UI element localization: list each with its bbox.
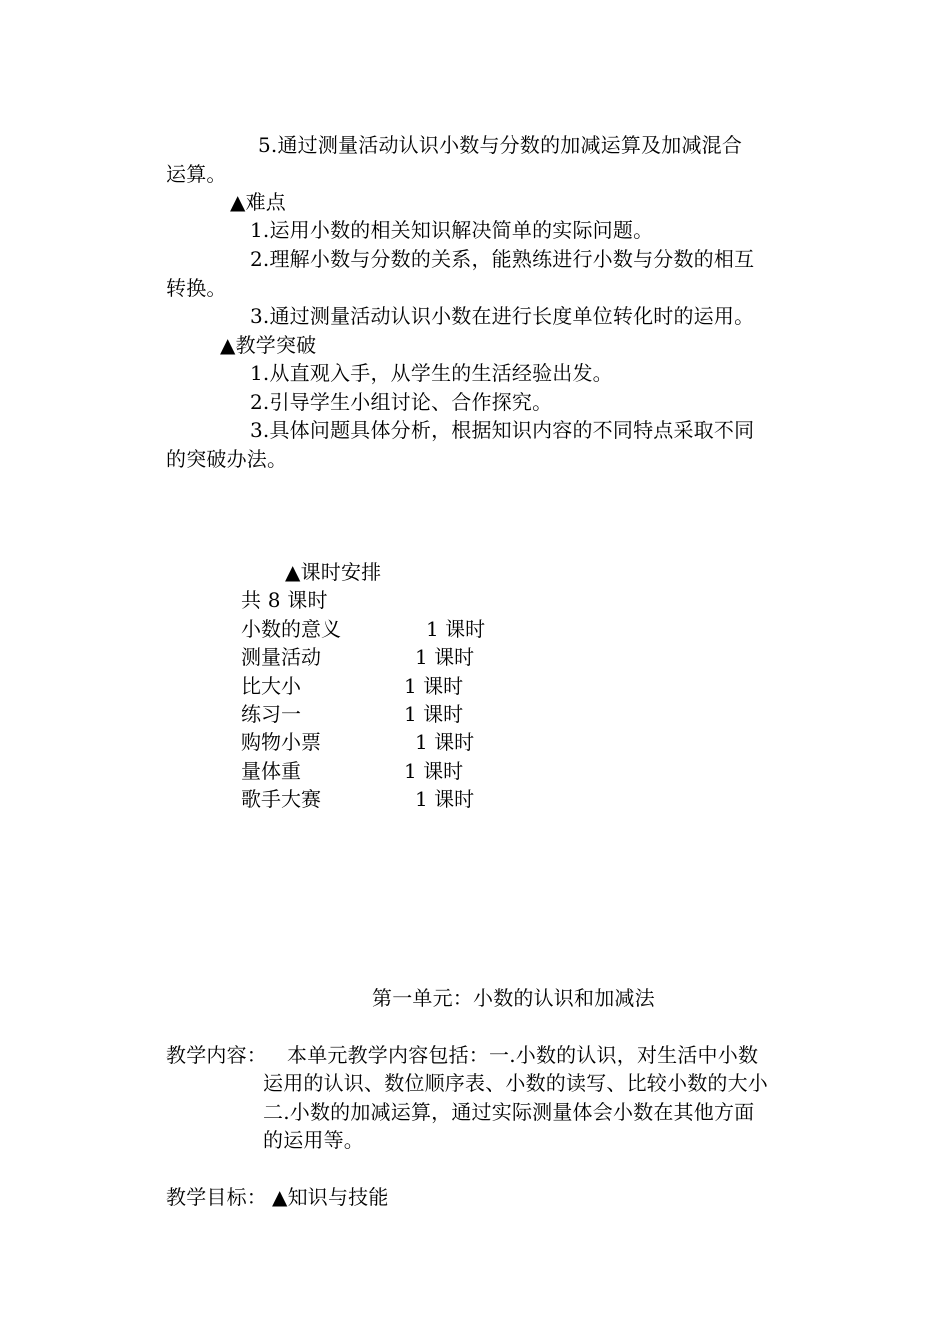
difficulty-item-2-line2: 转换。 xyxy=(166,276,227,300)
breakthrough-item-1: 1.从直观入手，从学生的生活经验出发。 xyxy=(250,361,613,385)
schedule-item-hours: 1 课时 xyxy=(404,759,464,783)
breakthrough-item-2: 2.引导学生小组讨论、合作探究。 xyxy=(250,390,553,414)
schedule-item-name: 量体重 xyxy=(241,759,301,783)
schedule-item-hours: 1 课时 xyxy=(426,617,486,641)
schedule-item-name: 测量活动 xyxy=(241,645,321,669)
breakthrough-item-3-line2: 的突破办法。 xyxy=(166,447,288,471)
schedule-item-name: 歌手大赛 xyxy=(241,787,321,811)
content-label: 教学内容： xyxy=(166,1043,267,1067)
schedule-item-name: 比大小 xyxy=(241,674,301,698)
schedule-item-hours: 1 课时 xyxy=(415,645,475,669)
schedule-total: 共 8 课时 xyxy=(241,588,328,612)
schedule-item-hours: 1 课时 xyxy=(404,702,464,726)
content-line-4: 的运用等。 xyxy=(263,1128,364,1152)
breakthrough-heading: ▲教学突破 xyxy=(220,333,317,357)
difficulty-item-1: 1.运用小数的相关知识解决简单的实际问题。 xyxy=(250,218,654,242)
schedule-item-name: 小数的意义 xyxy=(241,617,341,641)
difficulty-item-2-line1: 2.理解小数与分数的关系，能熟练进行小数与分数的相互 xyxy=(250,247,755,271)
unit-title: 第一单元：小数的认识和加减法 xyxy=(372,986,655,1010)
schedule-item-hours: 1 课时 xyxy=(404,674,464,698)
item5-line2: 运算。 xyxy=(166,162,227,186)
schedule-item-hours: 1 课时 xyxy=(415,787,475,811)
schedule-heading: ▲课时安排 xyxy=(285,560,382,584)
schedule-item-name: 购物小票 xyxy=(241,730,321,754)
schedule-item-hours: 1 课时 xyxy=(415,730,475,754)
difficulty-item-3: 3.通过测量活动认识小数在进行长度单位转化时的运用。 xyxy=(250,304,755,328)
breakthrough-item-3-line1: 3.具体问题具体分析，根据知识内容的不同特点采取不同 xyxy=(250,418,755,442)
goals-first-heading: ▲知识与技能 xyxy=(272,1185,389,1209)
difficulty-heading: ▲难点 xyxy=(230,190,286,214)
content-line-2: 运用的认识、数位顺序表、小数的读写、比较小数的大小 xyxy=(263,1071,768,1095)
item5-line1: 5.通过测量活动认识小数与分数的加减运算及加减混合 xyxy=(258,133,743,157)
goals-label: 教学目标： xyxy=(166,1185,267,1209)
content-line-3: 二.小数的加减运算，通过实际测量体会小数在其他方面 xyxy=(263,1100,755,1124)
content-line-1: 本单元教学内容包括：一.小数的认识，对生活中小数 xyxy=(287,1043,759,1067)
schedule-item-name: 练习一 xyxy=(241,702,301,726)
